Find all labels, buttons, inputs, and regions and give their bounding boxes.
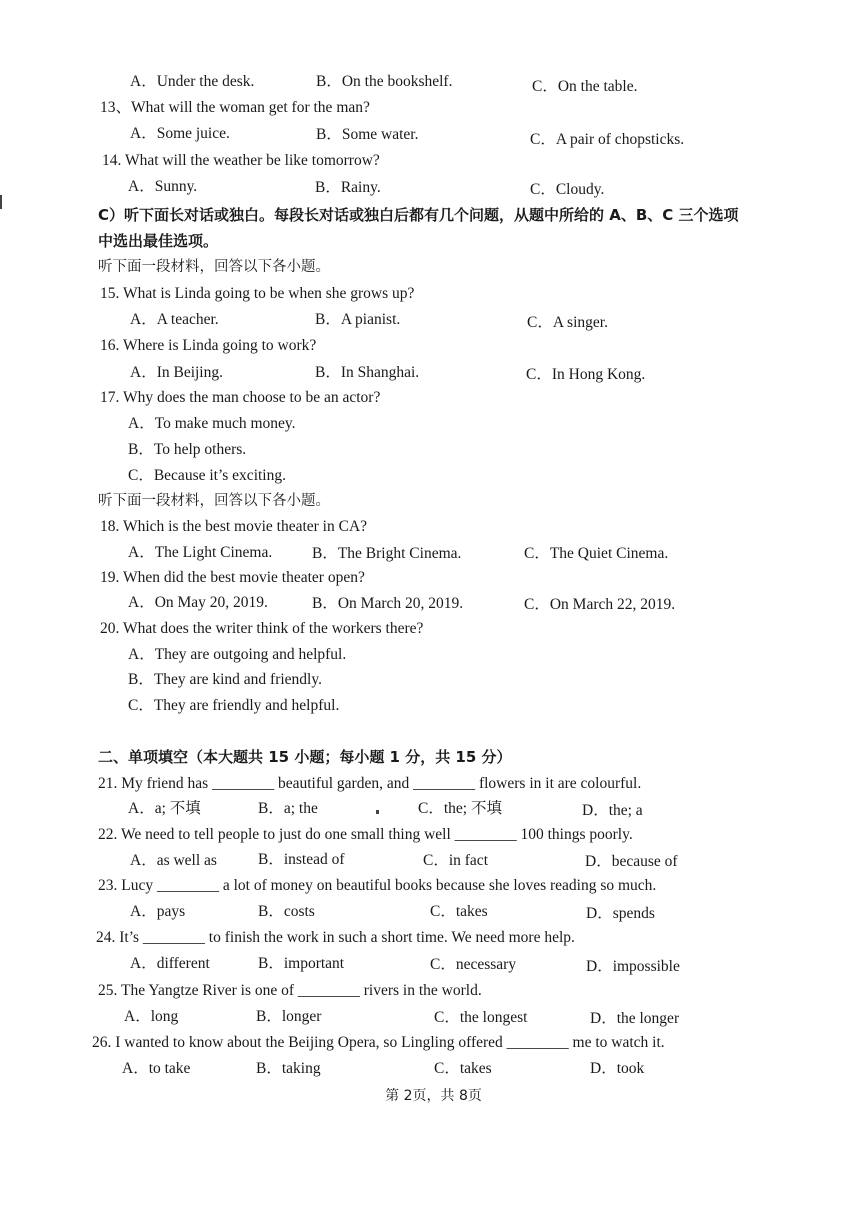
q24-option-b: B．important [258,955,345,972]
q23-option-a: A．pays [130,903,186,920]
q13-option-c: C．A pair of chopsticks. [530,131,685,148]
q16-option-c: C．In Hong Kong. [526,366,646,383]
scan-dot [376,810,379,814]
q18-option-c: C．The Quiet Cinema. [524,545,669,562]
q23-option-d: D．spends [586,905,655,922]
q18-stem: 18. Which is the best movie theater in CA? [100,518,368,535]
q25-option-a: A．long [124,1008,179,1025]
q22-stem: 22. We need to tell people to just do one small thing well ________ 100 things poorly. [98,826,633,843]
q13-option-b: B．Some water. [316,126,419,143]
q26-option-d: D．took [590,1060,645,1077]
q26-option-c: C．takes [434,1060,492,1077]
q20-option-a: A．They are outgoing and helpful. [128,646,347,663]
q13-option-a: A．Some juice. [130,125,230,142]
q14-option-a: A．Sunny. [128,178,198,195]
q14-option-b: B．Rainy. [315,179,381,196]
section-two-heading: 二、单项填空（本大题共 15 小题；每小题 1 分，共 15 分） [98,748,512,766]
q21-stem: 21. My friend has ________ beautiful garden, and ________ flowers in it are colourful. [98,775,642,792]
q24-stem: 24. It’s ________ to finish the work in such a short time. We need more help. [96,929,575,946]
q17-option-b: B．To help others. [128,441,247,458]
q15-option-b: B．A pianist. [315,311,401,328]
scan-mark [0,195,2,209]
q26-stem: 26. I wanted to know about the Beijing Opera, so Lingling offered ________ me to watch it. [92,1034,665,1051]
q16-stem: 16. Where is Linda going to work? [100,337,317,354]
q21-option-a: A．a; 不填 [128,800,201,817]
q22-option-a: A．as well as [130,852,217,869]
q17-option-a: A．To make much money. [128,415,296,432]
q12-option-c: C．On the table. [532,78,638,95]
q16-option-a: A．In Beijing. [130,364,223,381]
q19-option-b: B．On March 20, 2019. [312,595,464,612]
q25-option-d: D．the longer [590,1010,680,1027]
q23-option-b: B．costs [258,903,315,920]
q22-option-c: C．in fact [423,852,488,869]
q15-option-c: C．A singer. [527,314,608,331]
q23-stem: 23. Lucy ________ a lot of money on beautiful books because she loves reading so much. [98,877,657,894]
q26-option-a: A．to take [122,1060,191,1077]
q19-option-c: C．On March 22, 2019. [524,596,676,613]
q19-option-a: A．On May 20, 2019. [128,594,268,611]
q15-stem: 15. What is Linda going to be when she grows up? [100,285,415,302]
q19-stem: 19. When did the best movie theater open? [100,569,365,586]
q18-option-a: A．The Light Cinema. [128,544,273,561]
q12-option-a: A．Under the desk. [130,73,255,90]
q26-option-b: B．taking [256,1060,321,1077]
q20-option-c: C．They are friendly and helpful. [128,697,340,714]
q21-option-b: B．a; the [258,800,318,817]
q13-stem: 13、What will the woman get for the man? [100,99,370,116]
section-c-heading-line2: 中选出最佳选项。 [98,232,219,250]
page-footer: 第 2页，共 8页 [385,1088,482,1104]
q20-stem: 20. What does the writer think of the workers there? [100,620,424,637]
q14-option-c: C．Cloudy. [530,181,605,198]
q24-option-c: C．necessary [430,956,517,973]
q20-option-b: B．They are kind and friendly. [128,671,322,688]
q12-option-b: B．On the bookshelf. [316,73,453,90]
q25-option-b: B．longer [256,1008,322,1025]
q17-option-c: C．Because it’s exciting. [128,467,286,484]
q21-option-d: D．the; a [582,802,643,819]
section-c-intro-1: 听下面一段材料，回答以下各小题。 [98,259,330,275]
section-c-intro-2: 听下面一段材料，回答以下各小题。 [98,493,330,509]
q17-stem: 17. Why does the man choose to be an actor? [100,389,381,406]
q16-option-b: B．In Shanghai. [315,364,420,381]
q24-option-d: D．impossible [586,958,680,975]
q22-option-b: B．instead of [258,851,345,868]
q18-option-b: B．The Bright Cinema. [312,545,462,562]
q23-option-c: C．takes [430,903,488,920]
section-c-heading-line1: C）听下面长对话或独白。每段长对话或独白后都有几个问题，从题中所给的 A、B、C 三个选项 [98,206,739,224]
q24-option-a: A．different [130,955,210,972]
q22-option-d: D．because of [585,853,678,870]
q15-option-a: A．A teacher. [130,311,219,328]
q21-option-c: C．the; 不填 [418,800,502,817]
q14-stem: 14. What will the weather be like tomorrow? [102,152,380,169]
q25-option-c: C．the longest [434,1009,528,1026]
q25-stem: 25. The Yangtze River is one of ________ rivers in the world. [98,982,482,999]
